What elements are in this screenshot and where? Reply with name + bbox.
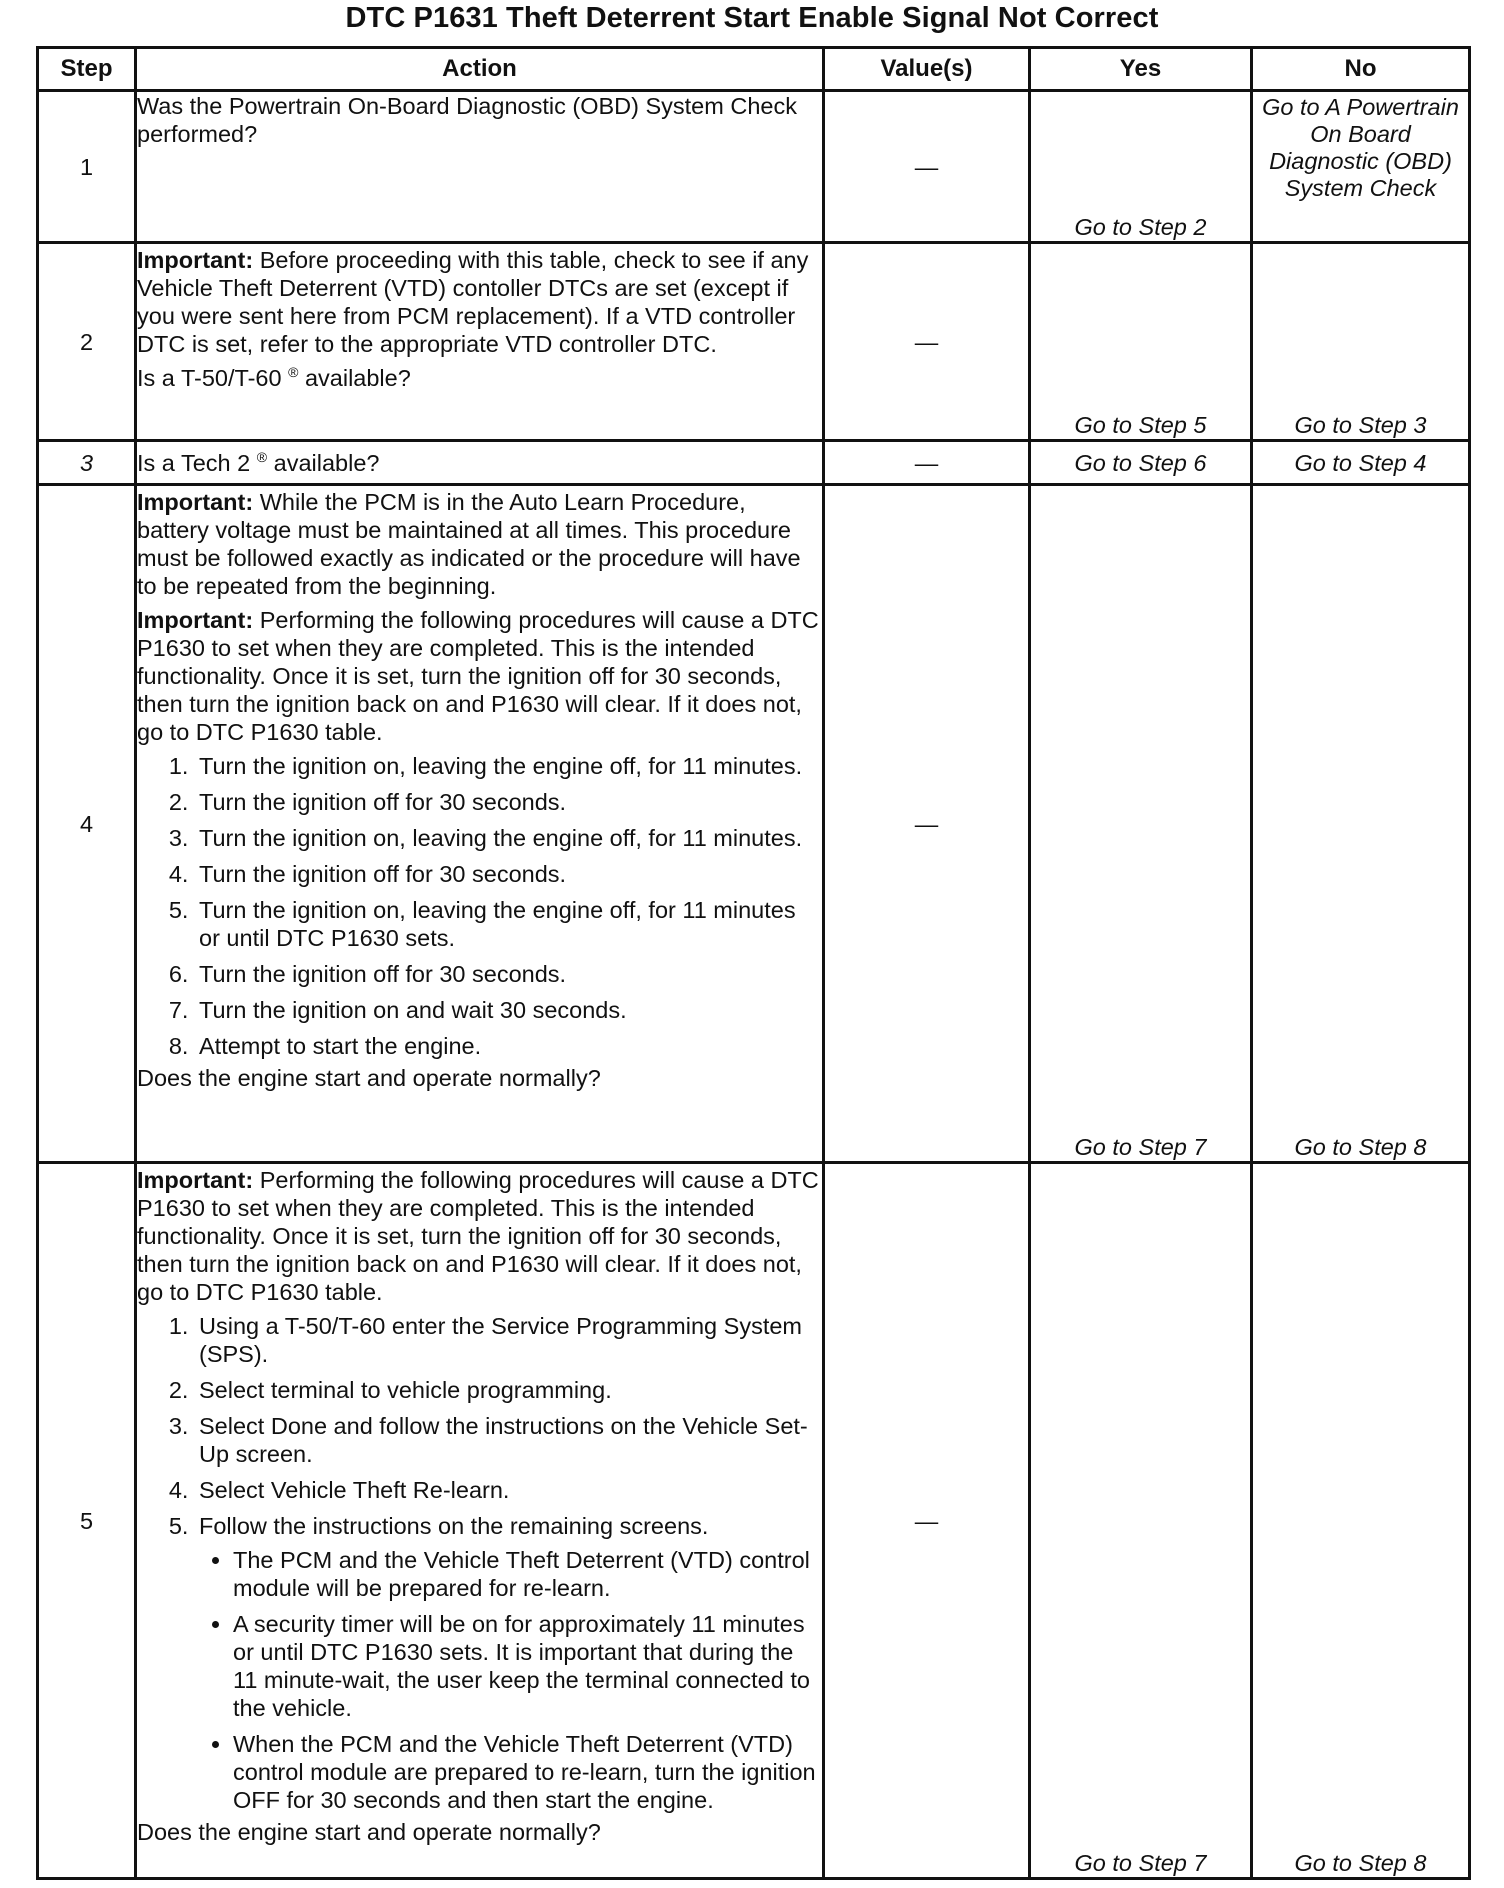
yes-cell: Go to Step 7 [1030,1163,1252,1879]
step-number: 2 [38,243,136,441]
value-cell: — [824,441,1030,485]
procedure-step: 1. Turn the ignition on, leaving the engine off, for 11 minutes. [195,752,822,780]
header-no: No [1252,48,1470,91]
value-cell: — [824,1163,1030,1879]
action-cell [136,485,824,1163]
question-part: Is a T-50/T-60 [137,365,282,391]
bullet-item: • The PCM and the Vehicle Theft Deterrent (VTD) control module will be prepared for re-learn. [233,1546,822,1602]
question-text [137,364,822,392]
procedure-step: 7. Turn the ignition on and wait 30 seconds. [195,996,822,1024]
procedure-step: 2. Select terminal to vehicle programming. [195,1376,822,1404]
no-cell: Go to A Powertrain On Board Diagnostic (OBD) System Check [1252,91,1470,243]
action-cell [136,1163,824,1879]
yes-cell: Go to Step 5 [1030,243,1252,441]
important-label: Important: [137,247,254,273]
table-row [38,441,1470,485]
question-part: Is a Tech 2 [137,449,251,476]
table-row [38,243,1470,441]
value-cell: — [824,485,1030,1163]
no-cell: Go to Step 3 [1252,243,1470,441]
bullet-item: • A security timer will be on for approximately 11 minutes or until DTC P1630 sets. It is important that during the 11 minute-wait, the user keep the terminal connected to the vehicle. [233,1610,822,1722]
yes-cell: Go to Step 2 [1030,91,1252,243]
important-text: While the PCM is in the Auto Learn Procedure, battery voltage must be maintained at all times. This procedure must be followed exactly as indicated or the procedure will have to be repeated from the beginning. [137,489,801,599]
procedure-step: 8. Attempt to start the engine. [195,1032,822,1060]
procedure-step: 5. Turn the ignition on, leaving the engine off, for 11 minutes or until DTC P1630 sets. [195,896,822,952]
question-text [137,449,822,477]
procedure-step: 1. Using a T-50/T-60 enter the Service Programming System (SPS). [195,1312,822,1368]
important-text: Before proceeding with this table, check to see if any Vehicle Theft Deterrent (VTD) contoller DTCs are set (except if you were sent here from PCM replacement). If a VTD controller DTC is set, refer to the appropriate VTD controller DTC. [137,247,809,357]
action-cell [136,243,824,441]
yes-cell: Go to Step 6 [1030,441,1252,485]
important-label: Important: [137,489,254,515]
registered-mark: ® [256,448,268,465]
value-cell: — [824,91,1030,243]
table-row [38,91,1470,243]
table-row [38,1163,1470,1879]
important-label: Important: [137,1167,254,1193]
table-header-row [38,48,1470,91]
question-part: available? [304,365,411,391]
procedure-step: 4. Select Vehicle Theft Re-learn. [195,1476,822,1504]
action-cell [136,91,824,243]
important-note [137,488,822,600]
procedure-step: 6. Turn the ignition off for 30 seconds. [195,960,822,988]
important-label: Important: [137,607,254,633]
step-number: 4 [38,485,136,1163]
important-note [137,606,822,746]
question-text: Does the engine start and operate normally? [137,1065,601,1091]
header-action: Action [136,48,824,91]
yes-cell: Go to Step 7 [1030,485,1252,1163]
step-number: 1 [38,91,136,243]
question-part: available? [273,449,380,476]
table-row [38,485,1470,1163]
procedure-steps [137,752,822,1060]
no-cell: Go to Step 4 [1252,441,1470,485]
procedure-step: 3. Turn the ignition on, leaving the engine off, for 11 minutes. [195,824,822,852]
procedure-steps [137,1312,822,1814]
no-cell: Go to Step 8 [1252,1163,1470,1879]
important-text: Performing the following procedures will cause a DTC P1630 to set when they are completed. This is the intended functionality. Once it is set, turn the ignition off for 30 seconds, then turn the ignition back on and P1630 will clear. If it does not, go to DTC P1630 table. [137,607,819,745]
header-step: Step [38,48,136,91]
value-cell: — [824,243,1030,441]
procedure-step: 4. Turn the ignition off for 30 seconds. [195,860,822,888]
question-text: Was the Powertrain On-Board Diagnostic (OBD) System Check performed? [137,93,797,147]
diagnostic-table [36,46,1471,1880]
registered-mark: ® [288,364,299,381]
important-note [137,246,822,358]
procedure-step-text: Follow the instructions on the remaining screens. [199,1513,709,1539]
step-number: 5 [38,1163,136,1879]
page-title: DTC P1631 Theft Deterrent Start Enable Signal Not Correct [345,2,1159,34]
important-text: Performing the following procedures will cause a DTC P1630 to set when they are completed. This is the intended functionality. Once it is set, turn the ignition off for 30 seconds, then turn the ignition back on and P1630 will clear. If it does not, go to DTC P1630 table. [137,1167,819,1305]
procedure-step: 3. Select Done and follow the instructions on the Vehicle Set-Up screen. [195,1412,822,1468]
sub-bullets [199,1546,822,1814]
action-cell [136,441,824,485]
important-note [137,1166,822,1306]
procedure-step [195,1512,822,1814]
bullet-item: • When the PCM and the Vehicle Theft Deterrent (VTD) control module are prepared to re-learn, turn the ignition OFF for 30 seconds and then start the engine. [233,1730,822,1814]
header-yes: Yes [1030,48,1252,91]
header-values: Value(s) [824,48,1030,91]
no-cell: Go to Step 8 [1252,485,1470,1163]
question-text: Does the engine start and operate normally? [137,1819,601,1845]
step-number: 3 [38,441,136,485]
procedure-step: 2. Turn the ignition off for 30 seconds. [195,788,822,816]
